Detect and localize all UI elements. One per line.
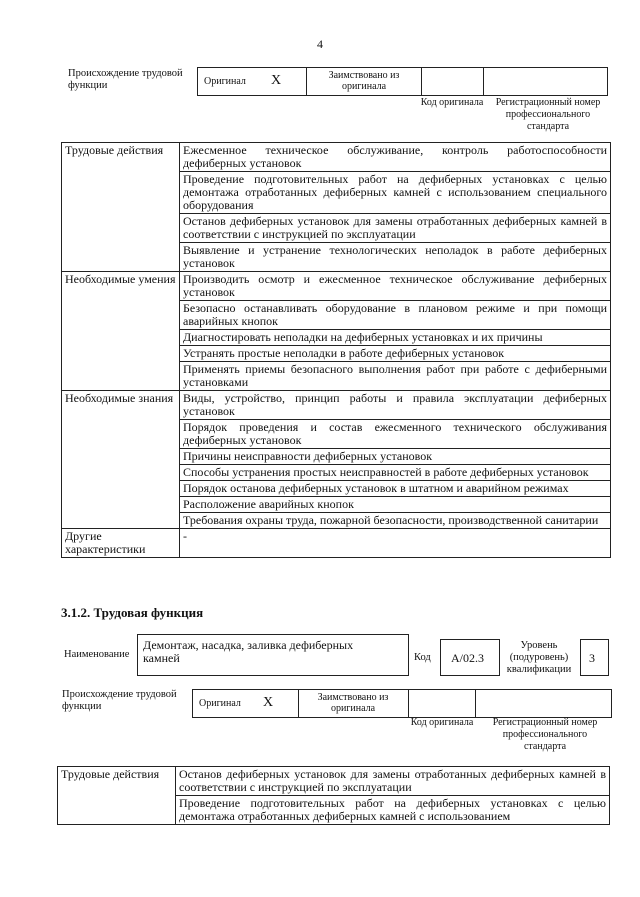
category-cell: Трудовые действия [58,767,176,825]
origin-box [197,67,608,96]
item-cell: Расположение аварийных кнопок [180,497,611,513]
item-cell: Способы устранения простых неисправностей в работе дефиберных установок [180,465,611,481]
table-row [62,143,611,172]
origin-label: Происхождение трудовой функции [62,689,177,712]
page-number: 4 [317,37,323,51]
item-cell: - [180,529,611,558]
borrowed-cell [298,690,409,717]
item-cell: Проведение подготовительных работ на дефиберных установках с целью демонтажа отработанных дефиберных камней с использованием специального оборудования [180,172,611,214]
item-cell: Порядок останова дефиберных установок в штатном и аварийном режимах [180,481,611,497]
reg-number-cell [483,68,606,95]
work-function-table [61,142,611,558]
section-title: 3.1.2. Трудовая функция [61,605,204,620]
item-cell: Проведение подготовительных работ на дефиберных установках с целью демонтажа отработанных дефиберных камней с использованием [176,796,610,825]
level-box [580,639,609,676]
table-row [62,529,611,558]
item-cell: Требования охраны труда, пожарной безопасности, производственной санитарии [180,513,611,529]
original-mark: X [271,73,282,88]
code-original-caption: Код оригинала [410,717,474,728]
item-cell: Порядок проведения и состав ежесменного технического обслуживания дефиберных установок [180,420,611,449]
item-cell: Диагностировать неполадки на дефиберных установках и их причины [180,330,611,346]
code-label: Код [414,652,431,663]
qualification-level: 3 [589,651,595,665]
table-row [58,767,610,796]
item-cell: Выявление и устранение технологических неполадок в работе дефиберных установок [180,243,611,272]
work-function-table [57,766,610,825]
original-label: Оригинал [199,698,241,709]
category-cell: Необходимые умения [62,272,180,391]
name-box [137,634,409,676]
origin-label: Происхождение трудовой функции [68,68,183,91]
item-cell: Применять приемы безопасного выполнения работ при работе с дефиберными установками [180,362,611,391]
borrowed-cell [306,68,422,95]
item-cell: Ежесменное техническое обслуживание, контроль работоспособности дефиберных установок [180,143,611,172]
category-cell: Другие характеристики [62,529,180,558]
code-original-caption: Код оригинала [420,97,484,108]
reg-number-cell [475,690,611,717]
borrowed-label: Заимствовано из оригинала [328,70,400,92]
original-label: Оригинал [204,76,246,87]
category-cell: Необходимые знания [62,391,180,529]
code-cell [408,690,476,717]
origin-box [192,689,612,718]
borrowed-label: Заимствовано из оригинала [317,692,389,714]
item-cell: Останов дефиберных установок для замены отработанных дефиберных камней в соответствии с инструкцией по эксплуатации [180,214,611,243]
category-cell: Трудовые действия [62,143,180,272]
reg-number-caption: Регистрационный номер профессионального стандарта [495,97,601,132]
original-cell [198,68,307,95]
function-code: А/02.3 [451,651,484,665]
code-box [440,639,500,676]
item-cell: Производить осмотр и ежесменное техническое обслуживание дефиберных установок [180,272,611,301]
reg-number-caption: Регистрационный номер профессионального стандарта [492,717,598,752]
naming-label: Наименование [64,649,130,660]
table-row [62,391,611,420]
original-cell [193,690,299,717]
item-cell: Безопасно останавливать оборудование в плановом режиме и при помощи аварийных кнопок [180,301,611,330]
item-cell: Виды, устройство, принцип работы и правила эксплуатации дефиберных установок [180,391,611,420]
item-cell: Причины неисправности дефиберных установок [180,449,611,465]
item-cell: Останов дефиберных установок для замены отработанных дефиберных камней в соответствии с инструкцией по эксплуатации [176,767,610,796]
level-label: Уровень (подуровень) квалификации [506,640,572,675]
code-cell [421,68,484,95]
item-cell: Устранять простые неполадки в работе дефиберных установок [180,346,611,362]
function-name: Демонтаж, насадка, заливка дефиберных камней [143,638,354,665]
table-row [62,272,611,301]
original-mark: X [263,695,274,710]
